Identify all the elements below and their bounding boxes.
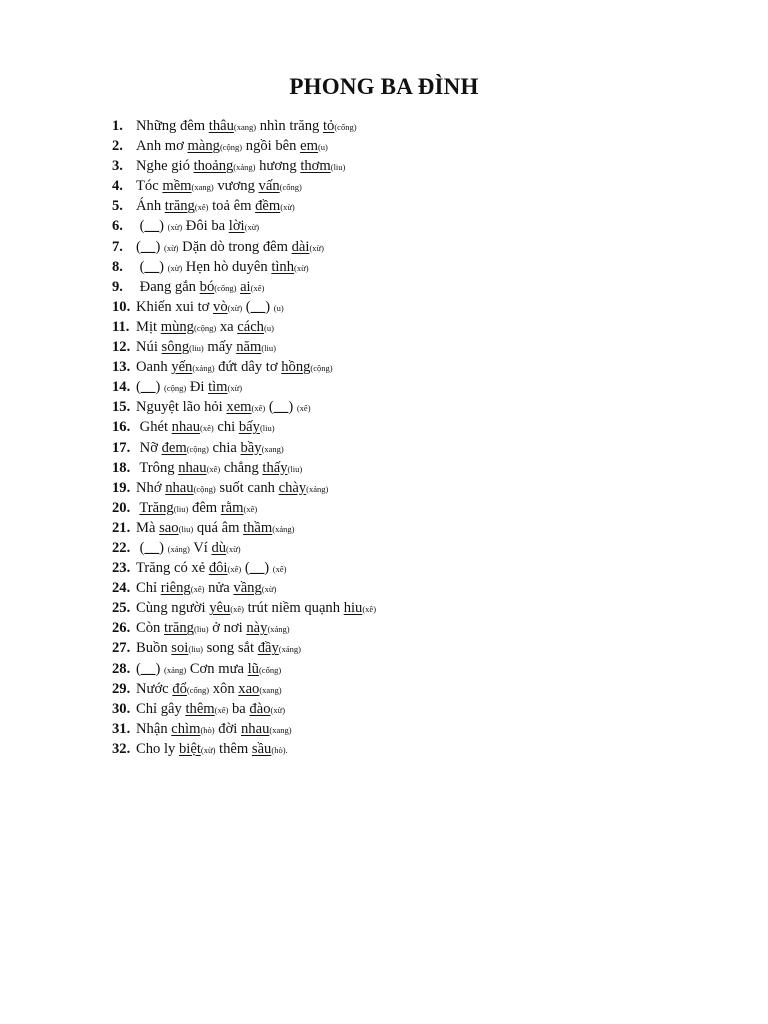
underlined-word: yêu — [209, 600, 231, 617]
underlined-word: thoảng — [193, 158, 234, 175]
note-tag: (xê) — [296, 403, 311, 414]
underlined-word: sông — [161, 339, 190, 356]
note-tag: (xừ) — [167, 222, 183, 233]
note-tag: (xảng) — [267, 624, 290, 635]
lyric-text: vương — [213, 178, 259, 195]
note-tag: (xê) — [227, 564, 242, 575]
underlined-word: mềm — [162, 178, 192, 195]
lyric-line — [112, 518, 732, 538]
lyric-text: chẳng — [220, 459, 263, 476]
note-tag: (xừ) — [280, 202, 295, 213]
line-number: 20. — [112, 499, 131, 516]
lyric-text: xôn — [209, 680, 239, 697]
blank-slot: __ — [144, 218, 160, 235]
line-number: 30. — [112, 700, 131, 717]
lyric-text: quá âm — [193, 519, 244, 536]
note-tag: (xừ) — [227, 383, 243, 394]
note-tag: (xê) — [272, 564, 287, 575]
underlined-word: đềm — [255, 198, 281, 215]
lyric-text: chi — [213, 419, 239, 436]
underlined-word: nhau — [165, 479, 194, 496]
lyric-text: ( — [136, 238, 141, 255]
lyric-text: song sắt — [202, 640, 258, 657]
underlined-word: trăng — [163, 620, 194, 637]
note-tag: (xê) — [194, 202, 209, 213]
lyric-line — [112, 719, 732, 739]
underlined-word: tìm — [208, 379, 228, 396]
lyric-text: Núi — [136, 339, 162, 356]
note-tag: (xê) — [230, 604, 244, 615]
underlined-word: thơm — [300, 158, 331, 175]
lyric-text: ) — [264, 560, 273, 577]
lyric-text: ) — [155, 660, 164, 677]
underlined-word: biệt — [178, 740, 201, 757]
note-tag: (cống) — [258, 664, 282, 675]
underlined-word: lũ — [247, 660, 259, 677]
blank-slot: __ — [144, 539, 160, 556]
note-tag: (liu) — [261, 343, 276, 354]
underlined-word: bầy — [240, 439, 262, 456]
lyric-text: ) — [288, 399, 297, 416]
lyric-text: ( — [241, 560, 250, 577]
lyric-line — [112, 317, 732, 337]
lyric-line — [112, 237, 732, 257]
note-tag: (cống) — [279, 182, 302, 193]
underlined-word: đôi — [208, 560, 228, 577]
lyric-line — [112, 659, 732, 679]
note-tag: (cống) — [186, 684, 210, 695]
lyric-text: Nghe gió — [136, 158, 194, 175]
note-tag: (xảng) — [167, 543, 190, 554]
note-tag: (liu) — [188, 644, 203, 655]
note-tag: (cộng) — [186, 443, 209, 454]
lyric-text: ( — [136, 660, 141, 677]
line-number: 5. — [112, 198, 123, 215]
note-tag: (xang) — [233, 122, 257, 132]
line-number: 10. — [112, 298, 131, 315]
lyric-text: Nguyệt lão hỏi — [136, 399, 227, 416]
line-number: 1. — [112, 118, 123, 134]
note-tag: (xừ) — [200, 744, 216, 755]
note-tag: (xừ) — [167, 262, 183, 273]
line-number: 14. — [112, 379, 131, 396]
note-tag: (xê) — [200, 423, 214, 434]
lyric-text: Anh mơ — [136, 138, 188, 155]
underlined-word: em — [300, 138, 318, 155]
lyric-line — [112, 618, 732, 638]
line-number: 11. — [112, 318, 130, 335]
lyric-text: Mịt — [136, 318, 161, 335]
note-tag: (u) — [263, 322, 274, 333]
underlined-word: soi — [171, 640, 189, 657]
lyric-text: Còn — [136, 620, 164, 637]
underlined-word: nhau — [171, 419, 201, 436]
lyric-line — [112, 538, 732, 558]
note-tag: (cộng) — [193, 322, 217, 333]
blank-slot: __ — [140, 238, 156, 255]
blank-slot: __ — [250, 298, 266, 315]
lyric-text: Ánh — [136, 198, 165, 215]
underlined-word: yến — [171, 359, 193, 376]
line-number: 26. — [112, 620, 131, 637]
lyric-text: Đôi ba — [182, 218, 229, 235]
underlined-word: bấy — [238, 419, 260, 436]
lyric-line — [112, 578, 732, 598]
note-tag: (xê) — [251, 403, 266, 414]
lyric-line — [112, 297, 732, 317]
underlined-word: ai — [240, 278, 251, 295]
note-tag: (cộng) — [193, 483, 216, 494]
note-tag: (xừ) — [309, 242, 324, 253]
lyric-text: Cho ly — [136, 740, 179, 757]
lyric-text: ( — [136, 539, 145, 556]
blank-slot: __ — [140, 379, 156, 396]
lyric-text: xa — [216, 318, 238, 335]
line-number: 24. — [112, 580, 131, 597]
lyric-line — [112, 337, 732, 357]
lyric-text: Trông — [136, 459, 179, 476]
lyric-text: ngồi bên — [242, 138, 301, 155]
underlined-word: Trăng — [139, 499, 174, 516]
note-tag: (xê) — [214, 704, 229, 715]
lyric-text: ba — [228, 700, 250, 717]
underlined-word: xem — [226, 399, 252, 416]
line-number: 27. — [112, 640, 131, 657]
underlined-word: thêm — [185, 700, 215, 717]
lyric-text: ) — [265, 298, 274, 315]
line-number: 12. — [112, 339, 131, 356]
underlined-word: đổ — [172, 680, 187, 697]
underlined-word: chày — [278, 479, 307, 496]
underlined-word: xao — [238, 680, 260, 697]
underlined-word: sao — [159, 519, 179, 536]
note-tag: (liu) — [287, 463, 303, 474]
note-tag: (xang) — [269, 724, 292, 735]
lyric-text: chia — [208, 439, 241, 456]
underlined-word: rằm — [220, 499, 244, 516]
lyric-text: Chỉ gây — [136, 700, 186, 717]
lyric-line — [112, 498, 732, 518]
note-tag: (xê) — [243, 503, 258, 514]
line-number: 19. — [112, 479, 131, 496]
lyric-text: Chỉ — [136, 580, 161, 597]
line-number: 2. — [112, 138, 123, 155]
lyric-text: Hẹn hò duyên — [182, 258, 272, 275]
note-tag: (liu) — [178, 523, 194, 534]
note-tag: (u) — [317, 142, 328, 153]
line-number: 4. — [112, 178, 123, 195]
lyric-line — [112, 417, 732, 437]
lyric-text: nhìn trăng — [256, 118, 323, 134]
underlined-word: đào — [249, 700, 271, 717]
underlined-word: này — [246, 620, 268, 637]
blank-slot: __ — [249, 560, 265, 577]
note-tag: (hò) — [200, 724, 215, 735]
lyric-line — [112, 257, 732, 277]
note-tag: (liu) — [173, 503, 189, 514]
lyric-text: Cùng người — [136, 600, 210, 617]
line-number: 32. — [112, 740, 131, 757]
note-tag: (xừ) — [226, 543, 241, 554]
underlined-word: lời — [228, 218, 245, 235]
note-tag: (liu) — [189, 343, 204, 354]
underlined-word: bó — [199, 278, 215, 295]
underlined-word: sầu — [251, 740, 272, 757]
lyric-line — [112, 156, 732, 176]
line-number: 3. — [112, 158, 123, 175]
note-tag: (xảng) — [192, 363, 215, 374]
lyric-line — [112, 739, 732, 759]
lyric-text: trút niềm quạnh — [243, 600, 344, 617]
underlined-word: chìm — [171, 720, 201, 737]
note-tag: (xừ) — [261, 584, 277, 595]
lyric-text: nửa — [204, 580, 234, 597]
line-number: 16. — [112, 419, 131, 436]
lyric-text: Khiến xui tơ — [136, 298, 214, 315]
lyric-line — [112, 176, 732, 196]
lyric-line — [112, 638, 732, 658]
note-tag: (liu) — [330, 162, 346, 173]
note-tag: (xang) — [191, 182, 214, 193]
lyric-text: Những đêm — [136, 118, 209, 134]
line-number: 28. — [112, 660, 131, 677]
lyric-line — [112, 397, 732, 417]
note-tag: (xê) — [250, 282, 265, 293]
lyric-line — [112, 277, 732, 297]
lyric-text: hương — [255, 158, 301, 175]
lyric-text: ở nơi — [208, 620, 247, 637]
lyric-text: toả êm — [208, 198, 256, 215]
lyric-text: Nhận — [136, 720, 172, 737]
underlined-word: tình — [271, 258, 295, 275]
note-tag: (xê) — [206, 463, 221, 474]
lyric-text: Đang gắn — [136, 278, 200, 295]
line-number: 13. — [112, 359, 131, 376]
line-number: 29. — [112, 680, 131, 697]
lyric-line — [112, 216, 732, 236]
underlined-word: đem — [161, 439, 187, 456]
note-tag: (xừ) — [244, 222, 260, 233]
lyric-text: suốt canh — [215, 479, 279, 496]
line-number: 7. — [112, 238, 123, 255]
line-number: 9. — [112, 278, 123, 295]
lyric-text: Cơn mưa — [186, 660, 248, 677]
underlined-word: nhau — [178, 459, 207, 476]
lyric-line — [112, 438, 732, 458]
lyrics-list — [112, 116, 732, 759]
underlined-word: thâu — [208, 118, 234, 134]
lyric-text: ( — [136, 379, 141, 396]
lyric-text: Oanh — [136, 359, 172, 376]
lyric-text: đời — [214, 720, 241, 737]
lyric-text: Dặn dò trong đêm — [178, 238, 292, 255]
lyric-text: ( — [136, 258, 145, 275]
note-tag: (xê) — [362, 604, 377, 615]
note-tag: (xảng) — [278, 644, 301, 655]
lyric-text: Trăng có xẻ — [136, 560, 209, 577]
note-tag: (cộng) — [163, 383, 187, 394]
underlined-word: vò — [213, 298, 228, 315]
lyric-text: ) — [155, 238, 164, 255]
underlined-word: hiu — [343, 600, 363, 617]
line-number: 6. — [112, 218, 123, 235]
underlined-word: trăng — [164, 198, 195, 215]
lyric-text: ) — [159, 258, 168, 275]
lyric-line — [112, 458, 732, 478]
line-number: 15. — [112, 399, 131, 416]
lyric-text: Nhớ — [136, 479, 166, 496]
underlined-word: năm — [236, 339, 262, 356]
note-tag: (cộng) — [310, 363, 333, 374]
lyric-line — [112, 558, 732, 578]
underlined-word: thấy — [262, 459, 288, 476]
note-tag: (xảng) — [272, 523, 295, 534]
note-tag: (xừ) — [294, 262, 309, 273]
lyric-text: Nước — [136, 680, 173, 697]
lyric-line — [112, 196, 732, 216]
underlined-word: tỏ — [322, 118, 335, 134]
underlined-word: cách — [237, 318, 264, 335]
lyric-text: ) — [159, 218, 168, 235]
lyric-line — [112, 136, 732, 156]
underlined-word: vầng — [233, 580, 262, 597]
note-tag: (cộng) — [219, 142, 243, 153]
note-tag: (liu) — [259, 423, 275, 434]
note-tag: (xừ) — [163, 242, 179, 253]
blank-slot: __ — [273, 399, 289, 416]
line-number: 22. — [112, 539, 131, 556]
blank-slot: __ — [144, 258, 160, 275]
lyric-text: ) — [155, 379, 164, 396]
note-tag: (xê) — [190, 584, 205, 595]
line-number: 18. — [112, 459, 131, 476]
note-tag: (xừ) — [270, 704, 286, 715]
line-number: 25. — [112, 600, 131, 617]
lyric-text: đêm — [188, 499, 221, 516]
lyric-line — [112, 357, 732, 377]
lyric-line — [112, 377, 732, 397]
underlined-word: hồng — [281, 359, 311, 376]
line-number: 21. — [112, 519, 131, 536]
lyric-text: Tóc — [136, 178, 163, 195]
lyric-line — [112, 116, 732, 136]
underlined-word: màng — [187, 138, 220, 155]
lyric-text: ( — [242, 298, 251, 315]
underlined-word: đầy — [257, 640, 279, 657]
lyric-line — [112, 699, 732, 719]
note-tag: (hò). — [271, 744, 288, 755]
underlined-word: dù — [211, 539, 227, 556]
note-tag: (xang) — [261, 443, 284, 454]
lyric-text: thêm — [215, 740, 252, 757]
note-tag: (xảng) — [163, 664, 187, 675]
lyric-text: mấy — [203, 339, 237, 356]
note-tag: (xảng) — [233, 162, 256, 173]
note-tag: (xừ) — [227, 302, 243, 313]
lyric-line — [112, 679, 732, 699]
blank-slot: __ — [140, 660, 156, 677]
lyric-text: Ghét — [136, 419, 172, 436]
note-tag: (xảng) — [306, 483, 329, 494]
underlined-word: vấn — [258, 178, 280, 195]
lyric-text: Đi — [186, 379, 209, 396]
underlined-word: thầm — [243, 519, 273, 536]
page-title: PHONG BA ĐÌNH — [289, 74, 479, 99]
underlined-word: mùng — [160, 318, 194, 335]
lyric-text: Mà — [136, 519, 160, 536]
lyric-text: ) — [159, 539, 168, 556]
note-tag: (xang) — [259, 684, 282, 695]
note-tag: (liu) — [193, 624, 209, 635]
line-number: 8. — [112, 258, 123, 275]
underlined-word: riêng — [160, 580, 191, 597]
lyric-line — [112, 598, 732, 618]
lyric-text: ( — [265, 399, 274, 416]
line-number: 23. — [112, 560, 131, 577]
underlined-word: nhau — [241, 720, 270, 737]
note-tag: (cống) — [214, 282, 237, 293]
note-tag: (u) — [273, 302, 284, 313]
lyric-text: Nỡ — [136, 439, 162, 456]
line-number: 17. — [112, 439, 131, 456]
note-tag: (cống) — [334, 122, 357, 132]
lyric-line — [112, 478, 732, 498]
line-number: 31. — [112, 720, 131, 737]
lyric-text: Ví — [189, 539, 212, 556]
lyric-text: ( — [136, 218, 145, 235]
lyric-text: Buồn — [136, 640, 172, 657]
underlined-word: dài — [291, 238, 310, 255]
lyric-text: đứt dây tơ — [214, 359, 282, 376]
